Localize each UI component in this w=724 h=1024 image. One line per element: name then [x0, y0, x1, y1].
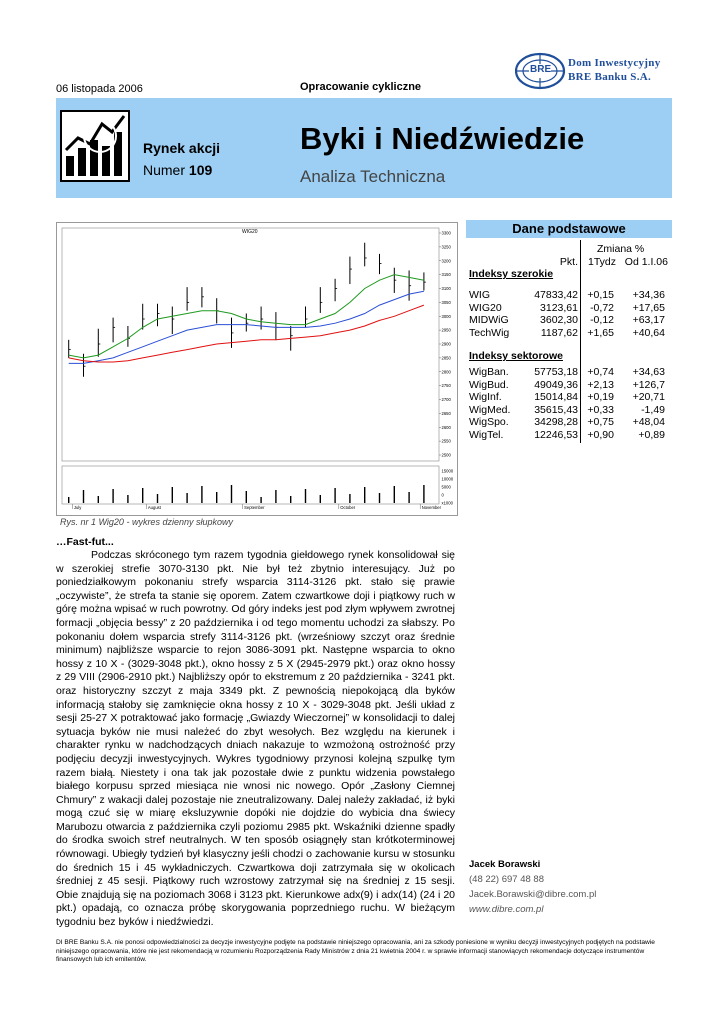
- author-block: [469, 857, 596, 917]
- szerokie-cell-tydz: +0,15: [587, 289, 614, 301]
- sektorowe-cell-od: -1,49: [641, 403, 665, 416]
- author-email[interactable]: Jacek.Borawski@dibre.com.pl: [469, 889, 597, 900]
- page-title: Byki i Niedźwiedzie: [300, 121, 585, 156]
- sektorowe-cell-tydz: +0,90: [587, 429, 614, 441]
- chart-canvas: [57, 223, 457, 515]
- sektorowe-cell-od: +0,89: [638, 429, 665, 441]
- sektorowe-cell-pkt: 49049,36: [534, 378, 578, 391]
- volume-tick-label: 0: [441, 492, 444, 498]
- article-body: Podczas skróconego tym razem tygodnia giełdowego rynek konsolidował się w szerokiej strefie 3070-3130 pkt. Nie był też zbytnio interesujący. Już po poniedziałkowym pokonaniu strefy wsparcia 3114-3126 pkt. stało się prawie „oczywiste”, że strefa ta stanie się oporem. Zatem czwartkowe doji i piątkowy ruch w górę można wpisać w ruch powrotny. Od góry indeks jest pod złym wpływem zwrotnej formacji „objęcia bessy” z 20 października i od tego momentu uchodzi za słabszy. Po pokonaniu dołem wsparcia strefy 3114-3126 pkt. (wrześniowy szczyt oraz średnie minimum) najbliższe wsparcie to rejon 3086-3091 pkt. Następne wsparcia to okno hossy z 10 X - (3029-3048 pkt.), okno hossy z 5 X (2945-2979 pkt.) oraz okno hossy z 29 VIII (2906-2910 pkt.) Najbliższy opór to ekstremum z 20 października - 3241 pkt. oraz historyczny szczyt z maja 3349 pkt. Z pewnością niepokojącą dla byków informacją stałoby się zamknięcie okna hossy z 10 X - 3029-3048 pkt. Jeśli układ z sesji 25-27 X potraktować jako formację „Gwiazdy Wieczornej” w konsolidacji to dalej sytuacja byków nie musi należeć do zbyt wesołych. Bez względu na kierunek i charakter rynku w nadchodzących dniach nakazuje to wzmożoną ostrożność przy podjęciu decyzji inwestycyjnych. Wykres tygodniowy przynosi kolejną szpulkę tym razem białą. Niestety i ona tak jak pozostałe dwie z punktu widzenia powstałego białego korpusu sprzed miesiąca nie wnosi nic nowego. Opór „Zasłony Ciemnej Chmury” z wakacji dalej pozostaje nie zneutralizowany. Dalej należy zakładać, iż byki mogą czuć się w miarę eksluzywnie dopóki nie dojdzie do wybicia dna świecy Marubozu otwarcia z października czyli poziomu 2985 pkt. Wskaźniki dzienne spadły do środka swoich stref neutralnych. W ten sposób osiągnęły stan krótkoterminowej równowagi. Ubiegły tydzień był klasyczny jeśli chodzi o zachowanie kursu w stosunku do średnich 15 i 45 wykładniczych. Czwartkowa doji zatrzymała się w okolicach średniej z 45 sesji. Piątkowy ruch wzrostowy zatrzymał się na średniej z 15 sesji. Obie znajdują się na poziomach 3068 i 3123 pkt. Kierunkowe adx(9) i adx(14) (24 i 20 pkt.) opadają, co oznacza próbę skorygowania poprzedniego ruchu. W bieżącym tygodniu bez byków i niedźwiedzi.: [56, 549, 455, 929]
- disclaimer: DI BRE Banku S.A. nie ponosi odpowiedzialności za decyzje inwestycyjne podjęte na podstawie niniejszego opracowania, ani za szkody poniesione w wyniku decyzji inwestycyjnych podjętych na podstawie niniejszego opracowania, które nie jest rekomendacją w rozumieniu Rozporządzenia Rady Ministrów z dnia 21 kwietnia 2004 r. w sprawie informacji stanowiących rekomendacje dotyczące instrumentów finansowych lub ich emitentów.: [56, 939, 655, 964]
- price-tick-label: 2700: [441, 397, 451, 402]
- company-name: [568, 56, 661, 84]
- price-tick-label: 3000: [441, 313, 451, 319]
- price-tick-label: 3300: [441, 230, 451, 236]
- price-tick-label: 3250: [441, 244, 451, 250]
- szerokie-cell-pkt: 3602,30: [540, 314, 578, 327]
- page-subtitle: Analiza Techniczna: [300, 167, 446, 186]
- szerokie-cell-name: WIG20: [469, 301, 502, 314]
- sektorowe-cell-pkt: 34298,28: [534, 416, 578, 429]
- sektorowe-cell-pkt: 35615,43: [534, 403, 578, 416]
- szerokie-cell-od: +17,65: [632, 301, 665, 314]
- sektorowe-cell-od: +48,04: [632, 416, 665, 429]
- bull-bear-chart-icon: [60, 110, 130, 182]
- month-label: July: [73, 505, 82, 510]
- szerokie-cell-od: +40,64: [632, 326, 665, 339]
- price-tick-label: 2850: [441, 355, 451, 361]
- volume-tick-label: 10000: [441, 476, 454, 482]
- col-pkt-header: Pkt.: [559, 256, 578, 268]
- price-tick-label: 2600: [441, 424, 451, 430]
- author-website[interactable]: www.dibre.com.pl: [469, 904, 544, 915]
- szerokie-cell-pkt: 3123,61: [540, 301, 578, 314]
- issue-number-label: Numer: [143, 162, 186, 178]
- price-tick-label: 2650: [441, 410, 451, 416]
- month-label: September: [244, 505, 265, 510]
- szerokie-cell-tydz: +1,65: [587, 326, 614, 339]
- sektorowe-cell-od: +126,7: [632, 378, 665, 391]
- szerokie-cell-pkt: 1187,62: [540, 326, 578, 339]
- sektorowe-cell-tydz: +0,33: [587, 403, 614, 416]
- series-title: Opracowanie cykliczne: [300, 81, 422, 93]
- price-tick-label: 3150: [441, 272, 451, 278]
- szerokie-cell-tydz: -0,72: [590, 301, 614, 314]
- data-table-header: Dane podstawowe: [466, 220, 672, 238]
- szerokie-cell-name: TechWig: [469, 326, 510, 339]
- szerokie-cell-pkt: 47833,42: [534, 289, 578, 301]
- section-label: Rynek akcji: [143, 140, 221, 156]
- price-tick-label: 2750: [441, 383, 451, 389]
- szerokie-cell-name: MIDWiG: [469, 314, 509, 327]
- volume-tick-label: 5000: [441, 484, 451, 490]
- price-tick-label: 2950: [441, 327, 451, 333]
- price-tick-label: 3050: [441, 299, 451, 305]
- chart-title: WIG20: [242, 229, 258, 235]
- col-od-header: Od 1.I.06: [624, 256, 668, 268]
- chart-caption: Rys. nr 1 Wig20 - wykres dzienny słupkowy: [60, 517, 233, 527]
- sektorowe-cell-name: WigBud.: [469, 378, 509, 391]
- sektorowe-cell-name: WigMed.: [469, 403, 511, 416]
- sektorowe-cell-tydz: +2,13: [587, 378, 614, 391]
- volume-tick-label: 15000: [441, 468, 454, 474]
- price-tick-label: 3100: [441, 286, 451, 291]
- szerokie-cell-od: +34,36: [632, 289, 665, 301]
- price-tick-label: 2550: [441, 438, 451, 444]
- sektorowe-cell-pkt: 15014,84: [534, 391, 578, 404]
- price-tick-label: 2800: [441, 369, 451, 375]
- indeksy-szerokie-heading: Indeksy szerokie: [469, 268, 554, 280]
- szerokie-cell-name: WIG: [469, 289, 490, 301]
- sektorowe-cell-name: WigTel.: [469, 429, 504, 441]
- wig20-chart: [56, 222, 458, 516]
- company-name-line2: BRE Banku S.A.: [568, 71, 652, 83]
- sektorowe-cell-od: +34,63: [632, 366, 665, 378]
- szerokie-cell-tydz: -0,12: [590, 314, 614, 327]
- szerokie-cell-od: +63,17: [632, 314, 665, 327]
- sektorowe-cell-name: WigInf.: [469, 391, 502, 404]
- volume-tick-label: x1000: [441, 500, 453, 506]
- sektorowe-cell-tydz: +0,74: [587, 366, 614, 378]
- sektorowe-cell-od: +20,71: [632, 391, 665, 404]
- table-divider: [580, 240, 581, 443]
- indeksy-sektorowe-heading: Indeksy sektorowe: [469, 350, 563, 362]
- sektorowe-cell-name: WigSpo.: [469, 416, 509, 429]
- zmiana-label: Zmiana %: [597, 243, 645, 255]
- company-name-line1: Dom Inwestycyjny: [568, 57, 661, 69]
- sektorowe-cell-pkt: 12246,53: [534, 429, 578, 441]
- col-1tydz-header: 1Tydz: [587, 256, 616, 268]
- sektorowe-cell-tydz: +0,75: [587, 416, 614, 429]
- article-heading: …Fast-fut...: [56, 536, 114, 548]
- sektorowe-cell-pkt: 57753,18: [534, 366, 578, 378]
- author-phone: (48 22) 697 48 88: [469, 874, 545, 885]
- issue-number: [143, 162, 212, 178]
- report-date: 06 listopada 2006: [56, 83, 143, 95]
- sektorowe-cell-name: WigBan.: [469, 366, 509, 378]
- month-label: October: [340, 505, 356, 510]
- price-tick-label: 2900: [441, 341, 451, 347]
- month-label: November: [421, 505, 442, 510]
- issue-number-value: 109: [188, 162, 213, 178]
- sektorowe-cell-tydz: +0,19: [587, 391, 614, 404]
- price-tick-label: 3200: [441, 258, 451, 264]
- price-tick-label: 2500: [441, 452, 451, 458]
- bre-logo-mark: BRE: [530, 64, 552, 75]
- month-label: August: [147, 505, 161, 510]
- author-name: Jacek Borawski: [469, 859, 541, 870]
